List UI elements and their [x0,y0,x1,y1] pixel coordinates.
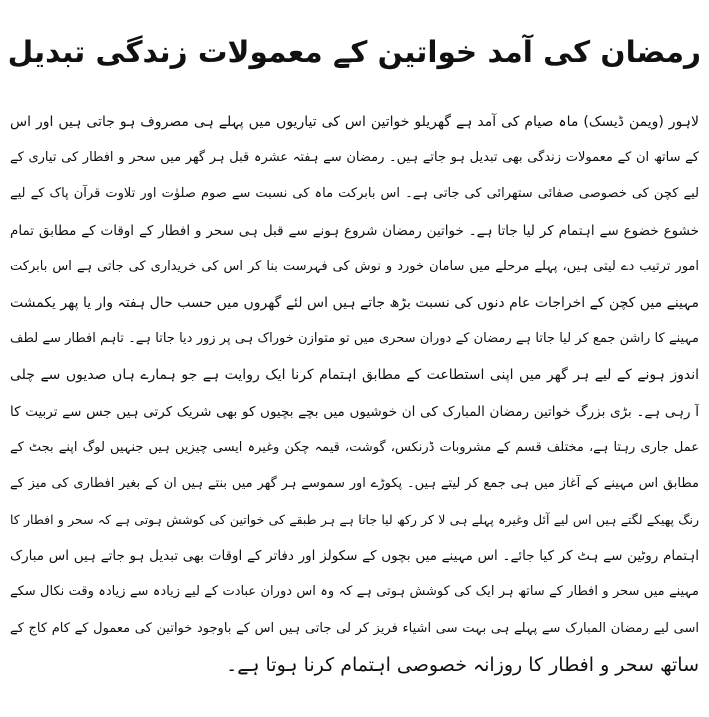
body-line: لاہور (ویمن ڈیسک) ماہ صیام کی آمد ہے گھریلو خواتین اس کی تیاریوں میں پہلے ہی مصروف ہو جاتی ہیں اور اس [10,114,699,130]
body-line: رنگ پھیکے لگتے ہیں اس لیے آئل وغیرہ پہلے ہی لا کر رکھ لیا جاتا ہے ہر طبقے کی خواتین کی کوشش ہوتی ہے کہ سحر و افطار کا [10,512,699,528]
article-body [10,104,699,711]
body-line: مطابق اس مہینے کے آغاز میں ہی جمع کر لیتے ہیں۔ پکوڑے اور سموسے ہر گھر میں بنتے ہیں ان کے بغیر افطاری کی میز کے [10,475,699,491]
body-line: عمل جاری رہتا ہے، مختلف قسم کے مشروبات ڈرنکس، گوشت، قیمہ چکن وغیرہ ایسی چیزیں ہیں جنہیں لوگ اپنے بجٹ کے [10,439,699,455]
body-line: خشوع خضوع سے اہتمام کر لیا جاتا ہے۔ خواتین رمضان شروع ہونے سے قبل ہی سحر و افطار کے اوقات کے مطابق تمام [10,222,699,239]
body-line: اہتمام روٹین سے ہٹ کر کیا جائے۔ اس مہینے میں بچوں کے سکولز اور دفاتر کے اوقات بھی تبدیل ہو جاتے ہیں اس مبارک [10,548,699,565]
body-line: مہینے میں کچن کے اخراجات عام دنوں کی نسبت بڑھ جاتے ہیں اس لئے گھروں میں حسب حال ہفتہ وار یا پھر یکمشت [10,294,699,311]
body-line: اندوز ہونے کے لیے ہر گھر میں اپنی استطاعت کے مطابق اہتمام کرنا ایک روایت ہے جو ہمارے ہاں صدیوں سے چلی [10,367,699,384]
body-line: لیے کچن کی خصوصی صفائی ستھرائی کی جاتی ہے۔ اس بابرکت ماہ کی نسبت سے صوم صلوٰت اور تلاوت قرآن پاک کے لیے [10,186,699,202]
headline: رمضان کی آمد خواتین کے معمولات زندگی تبدیل [8,35,701,69]
body-line-last: ساتھ سحر و افطار کا روزانہ خصوصی اہتمام کرنا ہوتا ہے۔ [226,653,699,676]
body-line: امور ترتیب دے لیتی ہیں، پہلے مرحلے میں سامان خورد و نوش کی فہرست بنا کر اس کی خریداری کی جاتی ہے اس بابرکت [10,258,699,274]
body-line: آ رہی ہے۔ بڑی بزرگ خواتین رمضان المبارک کی ان خوشیوں میں بچے بچیوں کو بھی شریک کرتی ہیں جس سے تربیت کا [10,403,699,420]
body-line: مہینے میں سحر و افطار کے ساتھ ہر ایک کی کوشش ہوتی ہے کہ وہ اس دوران عبادت کے لیے زیادہ سے زیادہ وقت نکال سکے [10,584,699,600]
body-line: کے ساتھ ان کے معمولات زندگی بھی تبدیل ہو جاتے ہیں۔ رمضان سے ہفتہ عشرہ قبل ہر گھر میں سحر و افطار کی تیاری کے [10,150,699,166]
body-line: اسی لیے رمضان المبارک سے پہلے ہی بہت سی اشیاء فریز کر لی جاتی ہیں اس کے باوجود خواتین کی معمول کے کام کاج کے [10,620,699,636]
body-line: مہینے کا راشن جمع کر لیا جاتا ہے رمضان کے دوران سحری میں تو متوازن خوراک ہی پر زور دیا جاتا ہے۔ تاہم افطار سے لطف [10,331,699,347]
